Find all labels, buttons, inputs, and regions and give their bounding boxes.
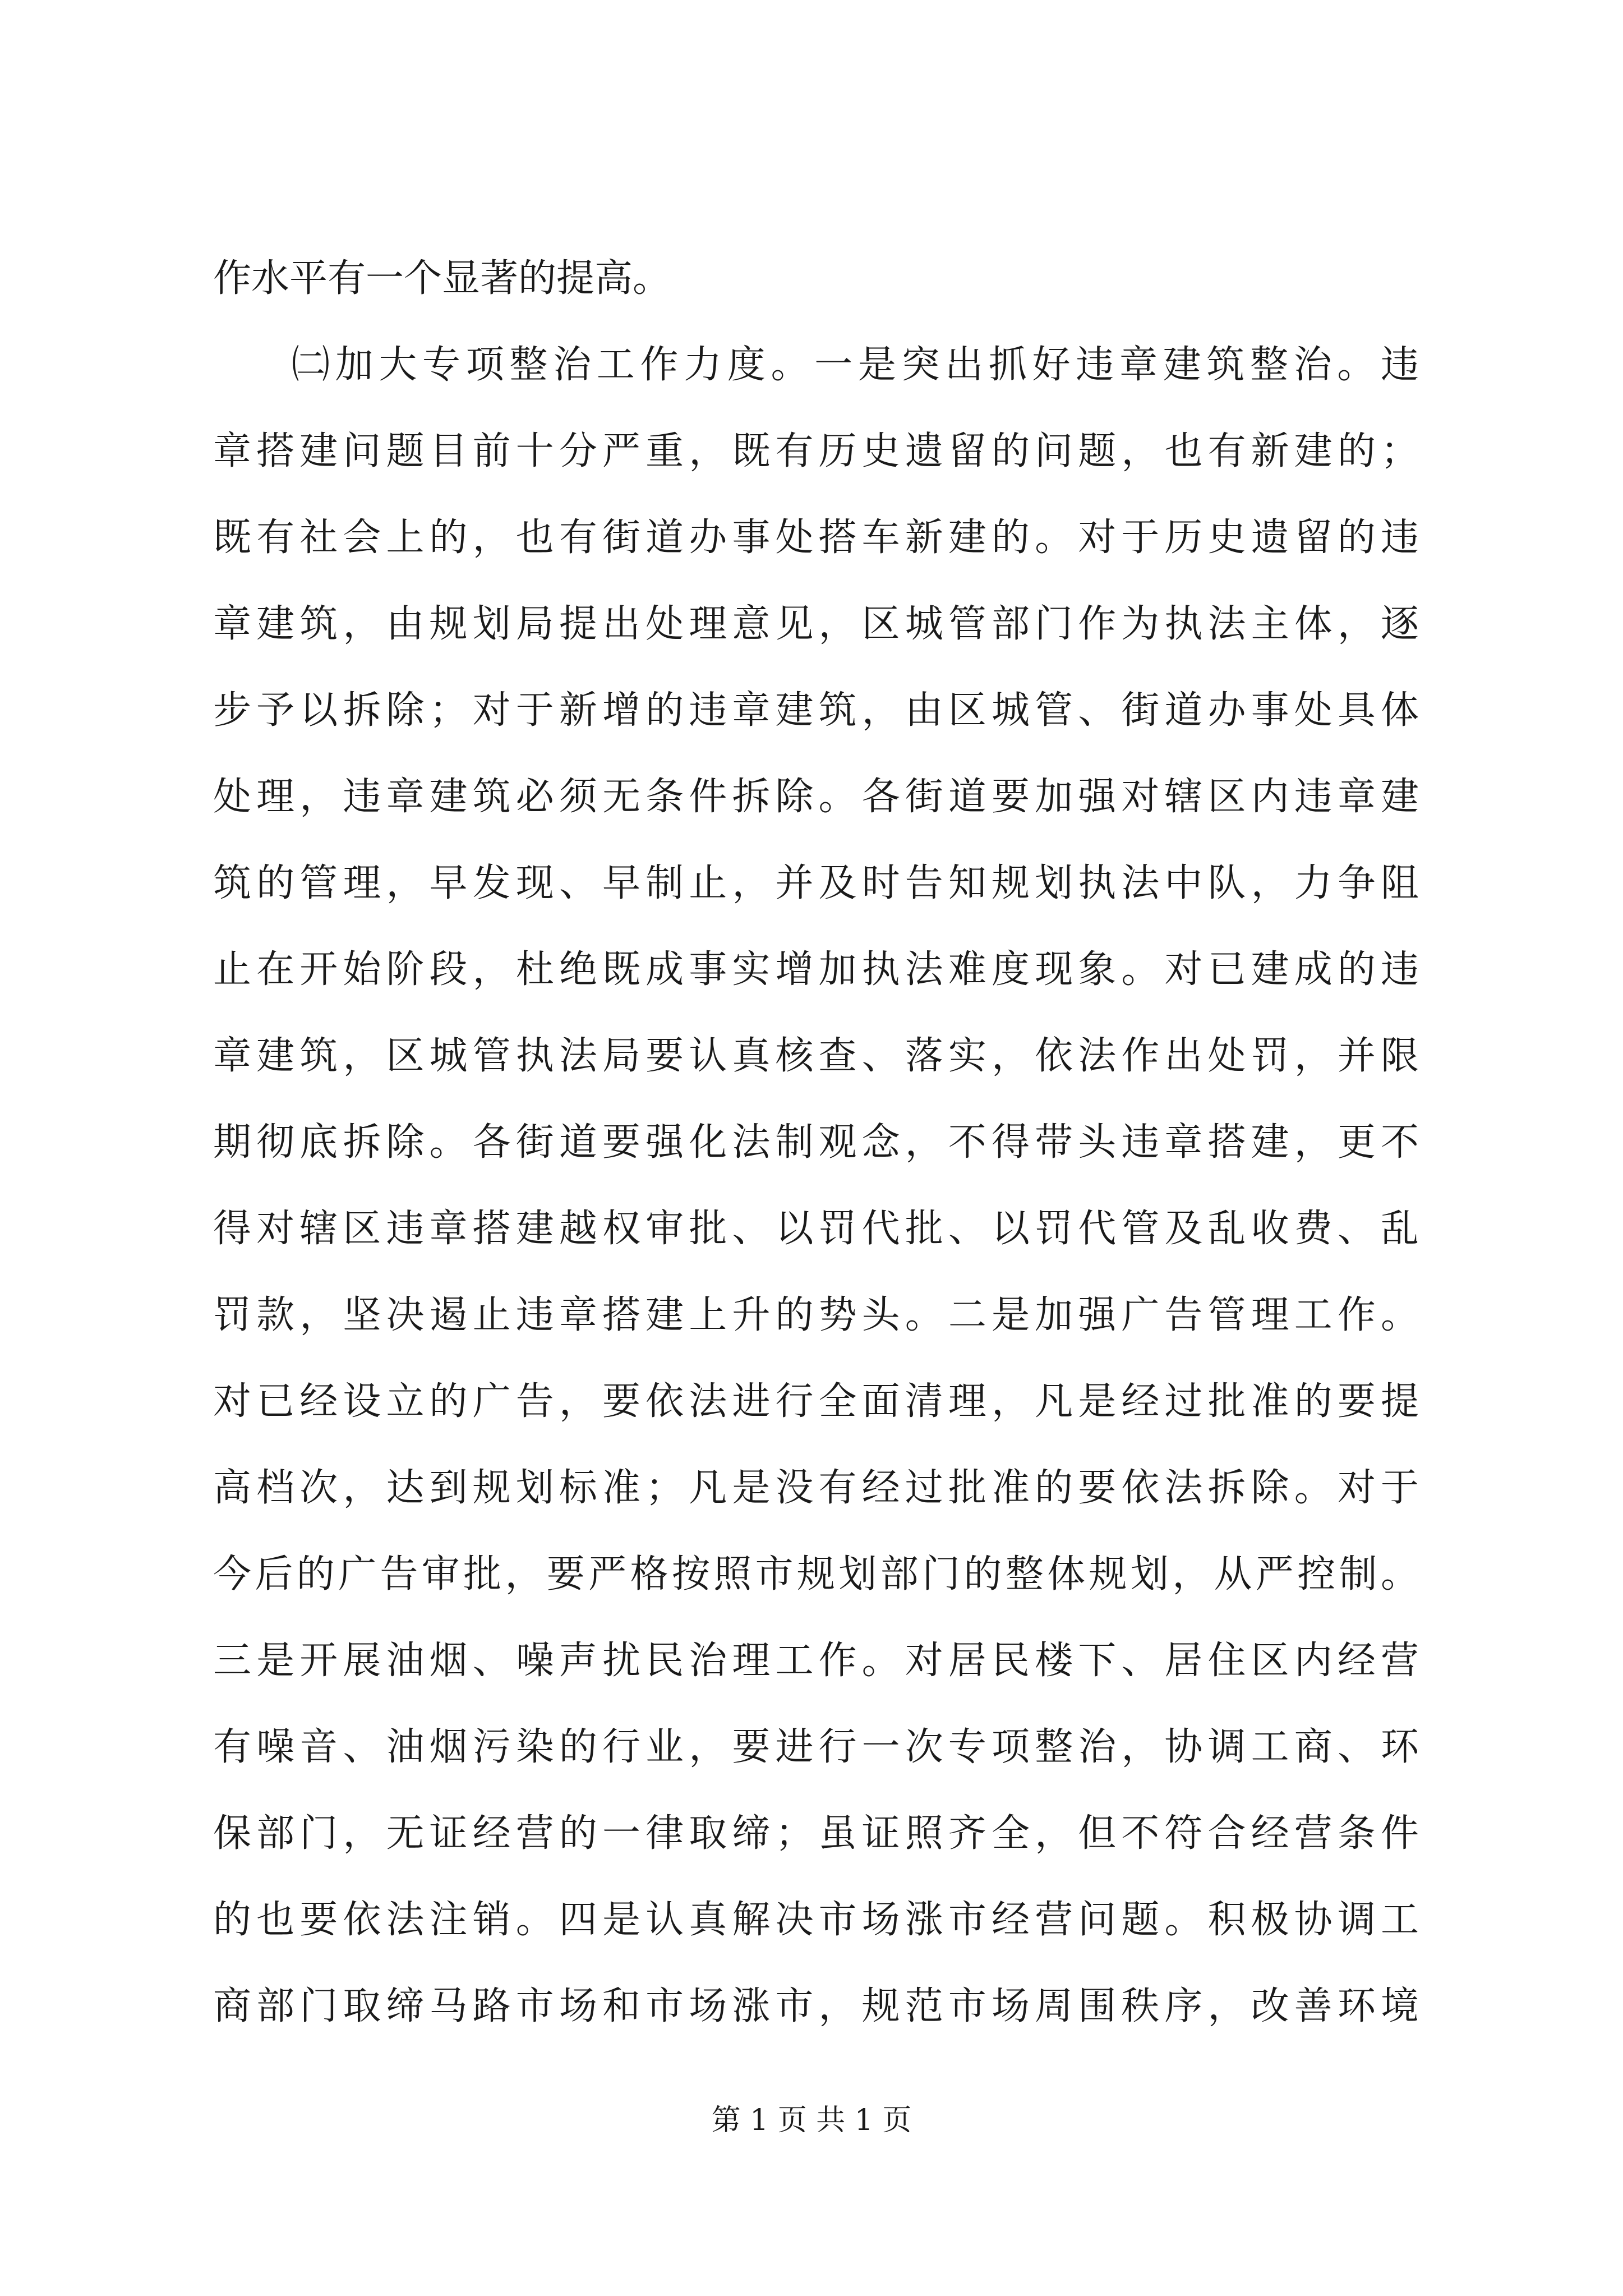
text-line: 罚款，坚决遏止违章搭建上升的势头。二是加强广告管理工作。 <box>213 1293 1419 1337</box>
text-line: 既有社会上的，也有街道办事处搭车新建的。对于历史遗留的违 <box>213 516 1419 560</box>
text-line: 今后的广告审批，要严格按照市规划部门的整体规划，从严控制。 <box>213 1552 1419 1596</box>
text-line: 得对辖区违章搭建越权审批、以罚代批、以罚代管及乱收费、乱 <box>213 1207 1419 1251</box>
text-line: 步予以拆除；对于新增的违章建筑，由区城管、街道办事处具体 <box>213 688 1419 733</box>
text-line: 高档次，达到规划标准；凡是没有经过批准的要依法拆除。对于 <box>213 1466 1419 1510</box>
text-line: 筑的管理，早发现、早制止，并及时告知规划执法中队，力争阻 <box>213 861 1419 905</box>
text-line: 章搭建问题目前十分严重，既有历史遗留的问题，也有新建的； <box>213 429 1419 473</box>
text-line: 商部门取缔马路市场和市场涨市，规范市场周围秩序，改善环境 <box>213 1984 1419 2028</box>
text-line: ㈡加大专项整治工作力度。一是突出抓好违章建筑整治。违 <box>292 343 1419 387</box>
text-line: 处理，违章建筑必须无条件拆除。各街道要加强对辖区内违章建 <box>213 775 1419 819</box>
page-footer: 第 1 页 共 1 页 <box>711 2104 912 2137</box>
text-line: 对已经设立的广告，要依法进行全面清理，凡是经过批准的要提 <box>213 1379 1419 1424</box>
text-line: 章建筑，由规划局提出处理意见，区城管部门作为执法主体，逐 <box>213 602 1419 646</box>
text-line: 章建筑，区城管执法局要认真核查、落实，依法作出处罚，并限 <box>213 1034 1419 1078</box>
text-line: 的也要依法注销。四是认真解决市场涨市经营问题。积极协调工 <box>213 1898 1419 1942</box>
text-line: 三是开展油烟、噪声扰民治理工作。对居民楼下、居住区内经营 <box>213 1639 1419 1683</box>
text-line: 作水平有一个显著的提高。 <box>213 256 671 301</box>
text-line: 保部门，无证经营的一律取缔；虽证照齐全，但不符合经营条件 <box>213 1811 1419 1856</box>
text-line: 止在开始阶段，杜绝既成事实增加执法难度现象。对已建成的违 <box>213 947 1419 992</box>
document-body <box>213 236 1419 2050</box>
text-line: 期彻底拆除。各街道要强化法制观念，不得带头违章搭建，更不 <box>213 1120 1419 1165</box>
text-line: 有噪音、油烟污染的行业，要进行一次专项整治，协调工商、环 <box>213 1725 1419 1769</box>
